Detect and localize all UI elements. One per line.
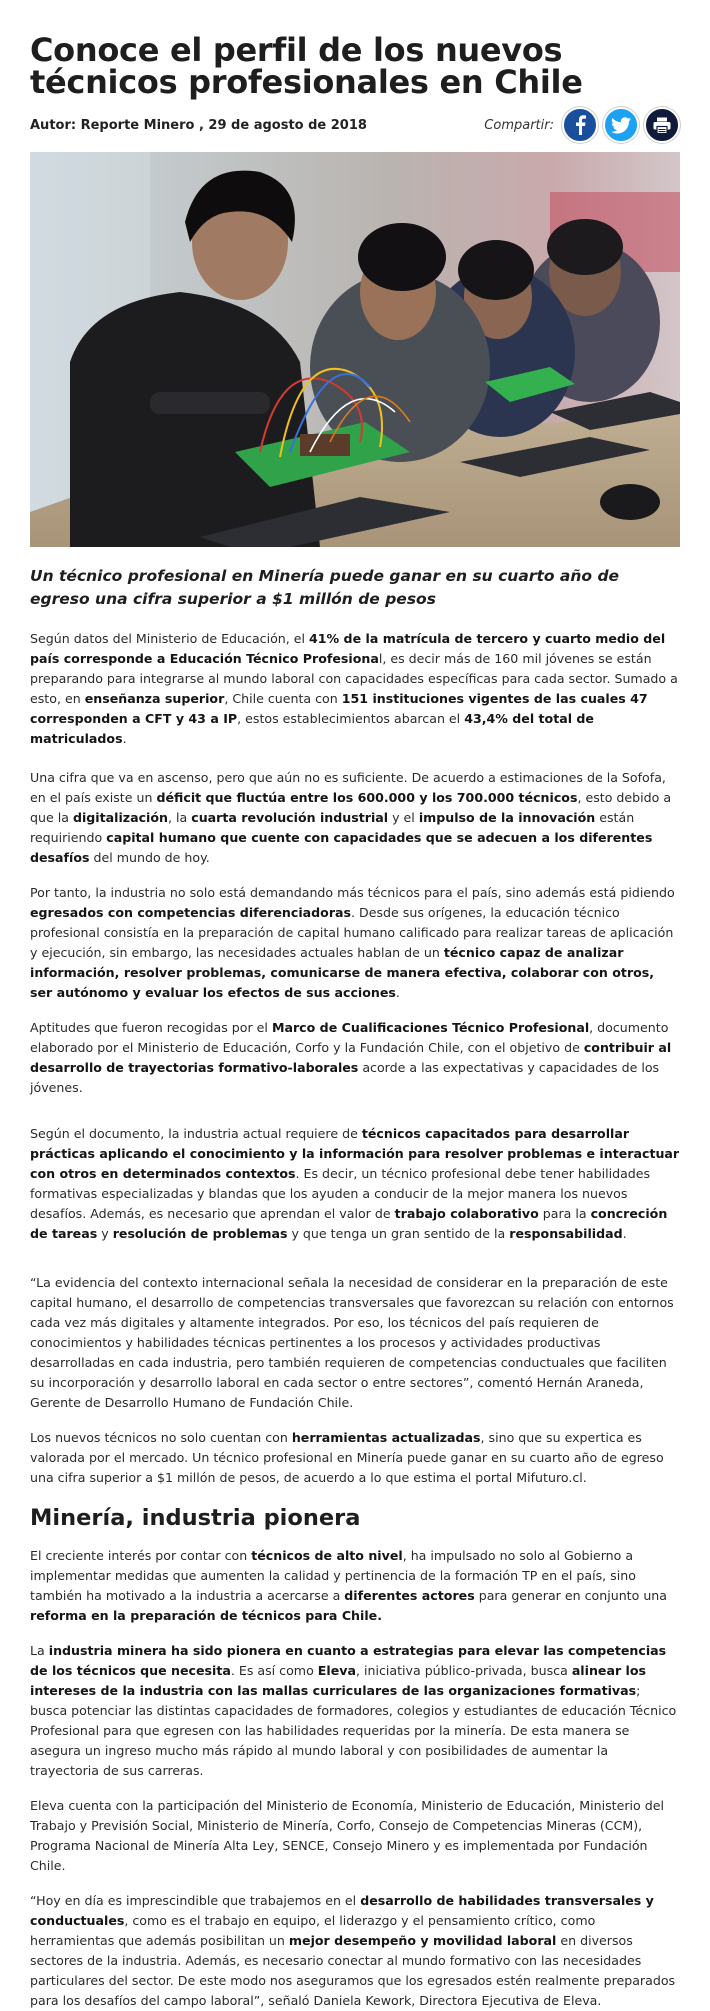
text-run: Eleva cuenta con la participación del Ministerio de Economía, Ministerio de Educación, Ministerio del Trabajo y Previsión Social, Ministerio de Minería, Corfo, Consejo de Competencias Mineras (CCM), Programa Nacional de Minería Alta Ley, SENCE, Consejo Minero y es implementada por Fundación Chile. [30,1798,664,1873]
text-run: para generar en conjunto una [474,1588,667,1603]
text-run: están requiriendo [30,810,635,845]
print-button[interactable] [644,107,680,143]
facebook-share-button[interactable] [562,107,598,143]
text-run: . [395,985,400,1000]
paragraph-3 [30,883,680,1003]
twitter-share-button[interactable] [603,107,639,143]
bold-run: contribuir al desarrollo de trayectorias formativo-laborales [30,1040,672,1075]
text-run: , sino que su expertica es valorada por el mercado. Un técnico profesional en Minería puede ganar en su cuarto año de egreso una cifra superior a $1 millón de pesos, de acuerdo a lo que estima el portal Mifuturo.cl. [30,1430,664,1485]
bold-run: egresados con competencias diferenciadoras [30,905,352,920]
bold-run: cuarta revolución industrial [191,810,389,825]
bold-run: Eleva [317,1663,356,1678]
paragraph-8 [30,1546,680,1626]
text-run: Aptitudes que fueron recogidas por el [30,1020,272,1035]
text-run: Por tanto, la industria no solo está demandando más técnicos para el país, sino además está pidiendo [30,885,675,900]
paragraph-5 [30,1124,680,1244]
bold-run: trabajo colaborativo [394,1206,539,1221]
text-run: . Es así como [230,1663,318,1678]
share-bar [484,107,680,143]
paragraph-10 [30,1796,680,1876]
text-run: , iniciativa público-privada, busca [355,1663,572,1678]
article-title: Conoce el perfil de los nuevos técnicos profesionales en Chile [30,31,583,101]
bold-run: concreción de tareas [30,1206,668,1241]
hero-image [30,152,680,547]
bold-run: técnicos capacitados para desarrollar prácticas aplicando el conocimiento y la información para resolver problemas e interactuar con otros en determinados contextos [30,1126,680,1181]
bold-run: digitalización [72,810,168,825]
text-run: . Es decir, un técnico profesional debe tener habilidades formativas especializadas y blandas que los ayuden a conducir de la mejor manera los nuevos desafíos. Además, es necesario que aprendan el valor de [30,1166,651,1221]
text-run: y que tenga un gran sentido de la [287,1226,510,1241]
bold-run: reforma en la preparación de técnicos para Chile. [30,1608,382,1623]
bold-run: técnicos de alto nivel [251,1548,403,1563]
paragraph-6 [30,1273,680,1413]
text-run: , documento elaborado por el Ministerio de Educación, Corfo y la Fundación Chile, con el objetivo de [30,1020,669,1055]
paragraph-7 [30,1428,680,1488]
article-meta [30,108,680,142]
bold-run: Marco de Cualificaciones Técnico Profesional [271,1020,590,1035]
text-run: y [97,1226,113,1241]
bold-run: técnico capaz de analizar información, resolver problemas, comunicarse de manera efectiva, colaborar con otros, ser autónomo y evaluar los efectos de sus acciones [30,945,655,1000]
text-run: Según el documento, la industria actual requiere de [30,1126,362,1141]
text-run: acorde a las expectativas y capacidades de los jóvenes. [30,1060,660,1095]
text-run: “Hoy en día es imprescindible que trabajemos en el [30,1893,361,1908]
bold-run: 41% de la matrícula de tercero y cuarto medio del país corresponde a Educación Técnico Profesiona [30,631,666,666]
printer-icon [653,117,671,134]
bold-run: desarrollo de habilidades transversales y conductuales [30,1893,654,1928]
facebook-icon [573,115,587,135]
paragraph-11 [30,1891,680,2011]
bold-run: responsabilidad [509,1226,623,1241]
bold-run: capital humano que cuente con capacidades que se adecuen a los diferentes desafíos [30,830,653,865]
bold-run: diferentes actores [344,1588,475,1603]
text-run: Una cifra que va en ascenso, pero que aún no es suficiente. De acuerdo a estimaciones de la Sofofa, en el país existe un [30,770,666,805]
share-label: Compartir: [484,117,554,133]
text-run: , ha impulsado no solo al Gobierno a implementar medidas que aumenten la calidad y pertinencia de la formación TP en el país, sino también ha motivado a la industria a acercarse a [30,1548,636,1603]
bold-run: resolución de problemas [112,1226,288,1241]
text-run: , la [168,810,192,825]
text-run: . [622,1226,627,1241]
text-run: y el [388,810,419,825]
text-run: , como es el trabajo en equipo, el liderazgo y el pensamiento crítico, como herramientas que además posibilitan un [30,1913,596,1948]
text-run: para la [538,1206,591,1221]
text-run: “La evidencia del contexto internacional señala la necesidad de considerar en la preparación de este capital humano, el desarrollo de competencias transversales que favorezcan su relación con entornos cada vez más digitales y altamente integrados. Por eso, los técnicos del país requieren de conocimientos y habilidades técnicas pertinentes a los procesos y actividades productivas desarrolladas en cada industria, pero también requieren de competencias conductuales que faciliten su incorporación y desarrollo laboral en cada sector o entre sectores”, comentó Hernán Araneda, Gerente de Desarrollo Humano de Fundación Chile. [30,1275,674,1410]
bold-run: herramientas actualizadas [291,1430,481,1445]
paragraph-9 [30,1641,680,1781]
article-byline: Autor: Reporte Minero , 29 de agosto de 2018 [30,117,367,133]
bold-run: enseñanza superior [84,691,225,706]
text-run: El creciente interés por contar con [30,1548,252,1563]
text-run: , Chile cuenta con [224,691,342,706]
text-run: l, es decir más de 160 mil jóvenes se están preparando para integrarse al mundo laboral con capacidades específicas para cada sector. Sumado a esto, en [30,651,678,706]
text-run: La [30,1643,49,1658]
text-run: . [122,731,127,746]
bold-run: alinear los intereses de la industria con las mallas curriculares de las organizaciones formativas [30,1663,647,1698]
paragraph-1 [30,629,680,749]
text-run: , esto debido a que la [30,790,672,825]
section-heading: Minería, industria pionera [30,1505,361,1531]
text-run: , estos establecimientos abarcan el [237,711,465,726]
paragraph-4 [30,1018,680,1098]
bold-run: 151 instituciones vigentes de las cuales 47 corresponden a CFT y 43 a IP [30,691,648,726]
text-run: Los nuevos técnicos no solo cuentan con [30,1430,292,1445]
bold-run: impulso de la innovación [418,810,596,825]
bold-run: mejor desempeño y movilidad laboral [288,1933,557,1948]
text-run: ; busca potenciar las distintas capacidades de formadores, colegios y estudiantes de educación Técnico Profesional para que egresen con las habilidades requeridas por la minería. De esta manera se asegura un ingreso mucho más rápido al mundo laboral y con posibilidades de aumentar la trayectoria de sus carreras. [30,1683,677,1778]
bold-run: déficit que fluctúa entre los 600.000 y los 700.000 técnicos [156,790,578,805]
twitter-icon [611,117,631,134]
text-run: . Desde sus orígenes, la educación técnico profesional consistía en la preparación de capital humano calificado para realizar tareas de aplicación y ejecución, sin embargo, las necesidades actuales hablan de un [30,905,674,960]
bold-run: 43,4% del total de matriculados [30,711,594,746]
article-lead: Un técnico profesional en Minería puede ganar en su cuarto año de egreso una cifra superior a $1 millón de pesos [30,567,620,608]
bold-run: industria minera ha sido pionera en cuanto a estrategias para elevar las competencias de los técnicos que necesita [30,1643,667,1678]
text-run: en diversos sectores de la industria. Además, es necesario conectar al mundo formativo con las necesidades particulares del sector. De este modo nos aseguramos que los egresados estén realmente preparados para los desafíos del campo laboral”, señaló Daniela Kework, Directora Ejecutiva de Eleva. [30,1933,676,2008]
text-run: Según datos del Ministerio de Educación, el [30,631,310,646]
paragraph-2 [30,768,680,868]
text-run: del mundo de hoy. [89,850,210,865]
